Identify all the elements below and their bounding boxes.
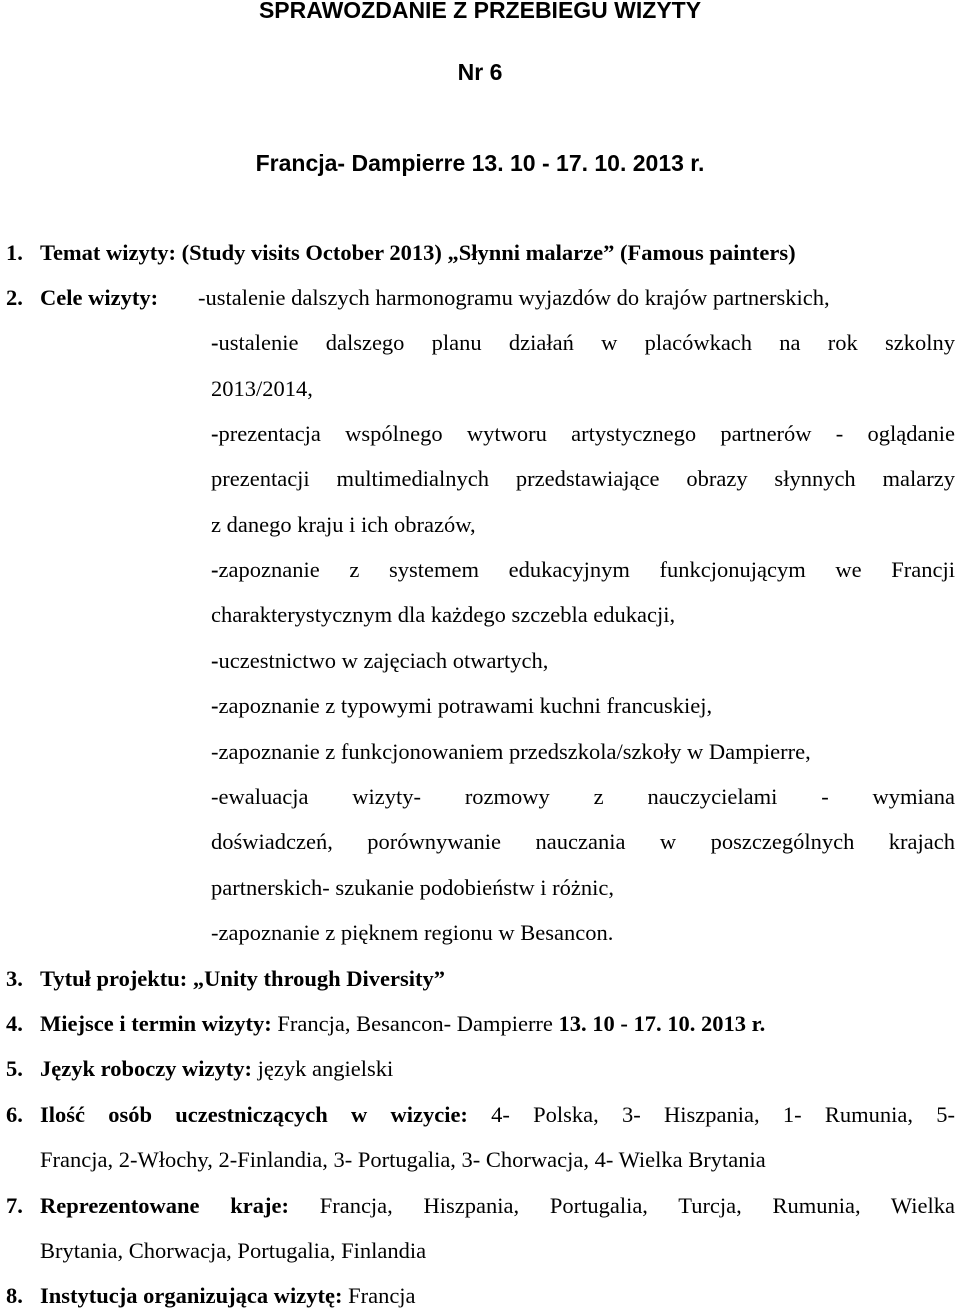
goal-line-1: -ustalenie dalszego planu działań w placówkach na rok szkolny [211, 330, 955, 355]
item-4-label: Miejsce i termin wizyty: [40, 1011, 272, 1036]
item-4-date: 13. 10 - 17. 10. 2013 r. [558, 1011, 766, 1036]
item-3 [6, 965, 446, 993]
document-title: SPRAWOZDANIE Z PRZEBIEGU WIZYTY [258, 0, 702, 23]
item-1-label: Temat wizyty: (Study visits October 2013) „Słynni malarze” (Famous painters) [40, 240, 796, 265]
item-6-number: 6. [6, 1102, 23, 1127]
goal-line-14: -zapoznanie z pięknem regionu w Besancon. [211, 920, 614, 945]
item-3-label: Tytuł projektu: „Unity through Diversity” [40, 966, 446, 991]
item-6-value-line2: Francja, 2-Włochy, 2-Finlandia, 3- Portugalia, 3- Chorwacja, 4- Wielka Brytania [40, 1147, 766, 1172]
goal-line-7: charakterystycznym dla każdego szczebla edukacji, [211, 602, 676, 627]
item-7-label: Reprezentowane kraje: [40, 1193, 289, 1218]
goal-first: -ustalenie dalszych harmonogramu wyjazdów do krajów partnerskich, [198, 285, 830, 310]
item-8-number: 8. [6, 1283, 23, 1308]
document-subtitle: Francja- Dampierre 13. 10 - 17. 10. 2013 r. [255, 150, 705, 176]
item-6-label: Ilość osób uczestniczących w wizycie: [40, 1102, 468, 1127]
item-1 [6, 239, 936, 267]
goal-line-12: doświadczeń, porównywanie nauczania w poszczególnych krajach [211, 829, 955, 854]
item-8-value: Francja [342, 1283, 416, 1308]
goal-line-8: -uczestnictwo w zajęciach otwartych, [211, 648, 549, 673]
item-8-label: Instytucja organizująca wizytę: [40, 1283, 343, 1308]
item-5-value: język angielski [252, 1056, 394, 1081]
goal-line-10: -zapoznanie z funkcjonowaniem przedszkola/szkoły w Dampierre, [211, 739, 811, 764]
goal-line-2: 2013/2014, [211, 376, 313, 401]
item-2-number: 2. [6, 285, 23, 310]
goal-line-4: prezentacji multimedialnych przedstawiające obrazy słynnych malarzy [211, 466, 955, 491]
item-1-number: 1. [6, 240, 23, 265]
goal-line-5: z danego kraju i ich obrazów, [211, 512, 476, 537]
item-5-number: 5. [6, 1056, 23, 1081]
item-7-number: 7. [6, 1193, 23, 1218]
goal-line-13: partnerskich- szukanie podobieństw i różnic, [211, 875, 615, 900]
item-4-value: Francja, Besancon- Dampierre [271, 1011, 559, 1036]
goal-line-9: -zapoznanie z typowymi potrawami kuchni francuskiej, [211, 693, 713, 718]
item-2 [6, 284, 951, 312]
item-6-value-line1: 4- Polska, 3- Hiszpania, 1- Rumunia, 5- [491, 1102, 955, 1127]
item-6 [6, 1101, 955, 1129]
item-7 [6, 1192, 955, 1220]
goal-line-6: -zapoznanie z systemem edukacyjnym funkcjonującym we Francji [211, 557, 955, 582]
item-5-label: Język roboczy wizyty: [40, 1056, 253, 1081]
goal-line-11: -ewaluacja wizyty- rozmowy z nauczycielami - wymiana [211, 784, 955, 809]
item-4-number: 4. [6, 1011, 23, 1036]
item-8 [6, 1282, 416, 1310]
item-5 [6, 1055, 394, 1083]
item-7-value-line2: Brytania, Chorwacja, Portugalia, Finlandia [40, 1238, 427, 1263]
item-4 [6, 1010, 766, 1038]
goal-line-3: -prezentacja wspólnego wytworu artystycznego partnerów - oglądanie [211, 421, 955, 446]
report-number: Nr 6 [457, 59, 503, 85]
item-7-value-line1: Francja, Hiszpania, Portugalia, Turcja, Rumunia, Wielka [319, 1193, 955, 1218]
item-2-label: Cele wizyty: [40, 285, 159, 310]
item-3-number: 3. [6, 966, 23, 991]
